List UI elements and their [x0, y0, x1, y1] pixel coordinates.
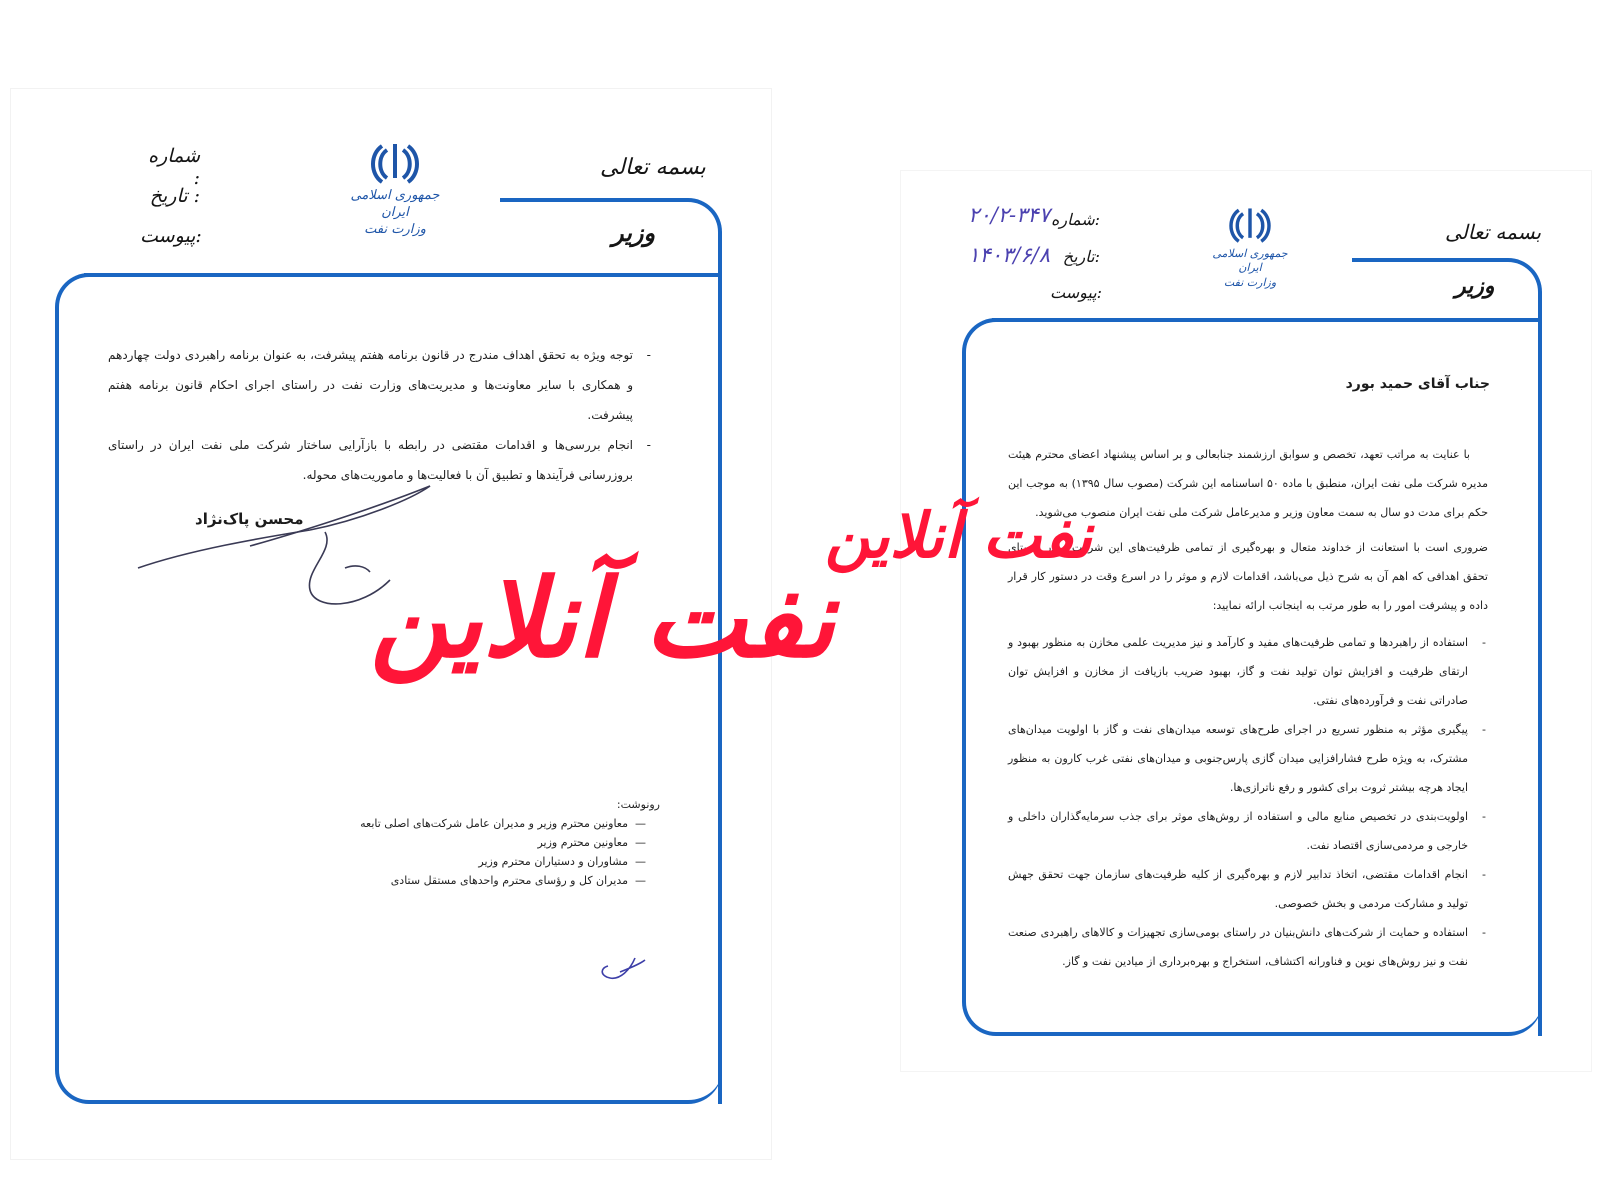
cc-item: — مدیران کل و رؤسای محترم واحدهای مستقل ستادی: [390, 874, 646, 887]
cc-item: — معاونین محترم وزیر: [537, 836, 646, 849]
watermark-large: نفت آنلاین: [370, 556, 836, 682]
directive-list: [108, 340, 653, 490]
list-item: - انجام بررسی‌ها و اقدامات مقتضی در رابطه با بازآرایی ساختار شرکت ملی نفت ایران در راستای بروزرسانی فرآیندها و تطبیق آن با فعالیت‌ها و ماموریت‌های محوله.: [108, 430, 653, 490]
cc-block: [330, 795, 660, 890]
paragraph-appointment: با عنایت به مراتب تعهد، تخصص و سوابق ارزشمند جنابعالی و بر اساس پیشنهاد اعضای محترم هیئت مدیره شرکت ملی نفت ایران، منطبق با ماده ۵۰ اساسنامه این شرکت (مصوب سال ۱۳۹۵) به موجب این حکم برای مدت دو سال به سمت معاون وزیر و مدیرعامل شرکت ملی نفت ایران منصوب می‌شوید.: [1008, 448, 1488, 519]
org-line-2: وزارت نفت: [1223, 275, 1277, 289]
minister-title: وزیر: [612, 218, 656, 247]
bismillah: بسمه تعالی: [600, 155, 706, 180]
list-item: - استفاده و حمایت از شرکت‌های دانش‌بنیان در راستای بومی‌سازی تجهیزات و کالاهای راهبردی صنعت نفت و نیز روش‌های نوین و فناورانه اکتشاف، استخراج و بهره‌برداری از میادین نفت و گاز.: [1008, 918, 1488, 976]
cc-title: رونوشت:: [616, 798, 660, 811]
number-value: ۲۰/۲-۳۴۷: [968, 203, 1050, 227]
directive-list: [1008, 628, 1488, 976]
date-label: تاریخ :: [149, 185, 200, 207]
watermark-small: نفت آنلاین: [825, 499, 1093, 572]
list-item: - استفاده از راهبردها و تمامی ظرفیت‌های مفید و کارآمد و نیز مدیریت علمی مخازن به منظور بهبود و ارتقای ظرفیت و افزایش توان تولید نفت و گاز، بهبود ضریب بازیافت از مخازن و افزایش توان صادراتی نفت و فرآورده‌های نفتی.: [1008, 628, 1488, 715]
paragraph-directive: ضروری است با استعانت از خداوند متعال و بهره‌گیری از تمامی ظرفیت‌های این شرکت و در راستای تحقق اهدافی که اهم آن به شرح ذیل می‌باشد، اقدامات لازم و موثر را در اسرع وقت در دستور کار قرار داده و پیشرفت امور را به طور مرتب به اینجانب ارائه نمایید:: [1008, 541, 1488, 612]
list-item: - پیگیری مؤثر به منظور تسریع در اجرای طرح‌های توسعه میدان‌های نفت و گاز با اولویت میدان‌های مشترک، به ویژه طرح فشارافزایی میدان گازی پارس‌جنوبی و میدان‌های نفتی غرب کارون به منظور ایجاد هرچه بیشتر ثروت برای کشور و رفع ناترازی‌ها.: [1008, 715, 1488, 802]
letter-body: [108, 340, 653, 490]
iran-emblem-icon: [340, 140, 450, 184]
attachment-label: پیوست:: [140, 225, 202, 247]
cc-item: — معاونین محترم وزیر و مدیران عامل شرکت‌های اصلی تابعه: [360, 817, 646, 830]
frame-divider: [992, 318, 1470, 322]
list-item: - انجام اقدامات مقتضی، اتخاذ تدابیر لازم و بهره‌گیری از کلیه ظرفیت‌های سازمان جهت تحقق جهش تولید و مشارکت مردمی و بخش خصوصی.: [1008, 860, 1488, 918]
number-label: شماره :: [148, 145, 200, 189]
iran-emblem-icon: [1200, 205, 1300, 243]
initials-icon: [590, 950, 650, 990]
list-item: - توجه ویژه به تحقق اهداف مندرج در قانون برنامه هفتم پیشرفت، به عنوان برنامه راهبردی دولت چهاردهم و همکاری با سایر معاونت‌ها و مدیریت‌های وزارت نفت در راستای اجرای احکام قانون برنامه هفتم پیشرفت.: [108, 340, 653, 430]
letter-right: [900, 0, 1600, 1200]
org-line-1: جمهوری اسلامی ایران: [350, 188, 440, 220]
attachment-label: پیوست:: [1050, 283, 1103, 302]
org-name: [1200, 247, 1300, 290]
frame-divider: [84, 273, 640, 277]
recipient: جناب آقای حمید بورد: [1345, 376, 1490, 392]
date-value: ۱۴۰۳/۶/۸: [968, 243, 1050, 267]
bismillah: بسمه تعالی: [1445, 220, 1542, 244]
minister-title: وزیر: [1455, 273, 1495, 299]
org-line-1: جمهوری اسلامی ایران: [1212, 247, 1288, 275]
date-label: تاریخ:: [1062, 247, 1100, 266]
org-line-2: وزارت نفت: [364, 221, 426, 237]
org-name: [340, 188, 450, 239]
list-item: - اولویت‌بندی در تخصیص منابع مالی و استفاده از روش‌های موثر برای جذب سرمایه‌گذاران داخلی و خارجی و مردمی‌سازی اقتصاد نفت.: [1008, 802, 1488, 860]
cc-list: [330, 814, 660, 890]
number-label: شماره:: [1050, 210, 1100, 229]
cc-item: — مشاوران و دستیاران محترم وزیر: [478, 855, 646, 868]
ministry-emblem: [340, 140, 450, 239]
signer-name: محسن پاک‌نژاد: [195, 510, 304, 528]
ministry-emblem: [1200, 205, 1300, 290]
